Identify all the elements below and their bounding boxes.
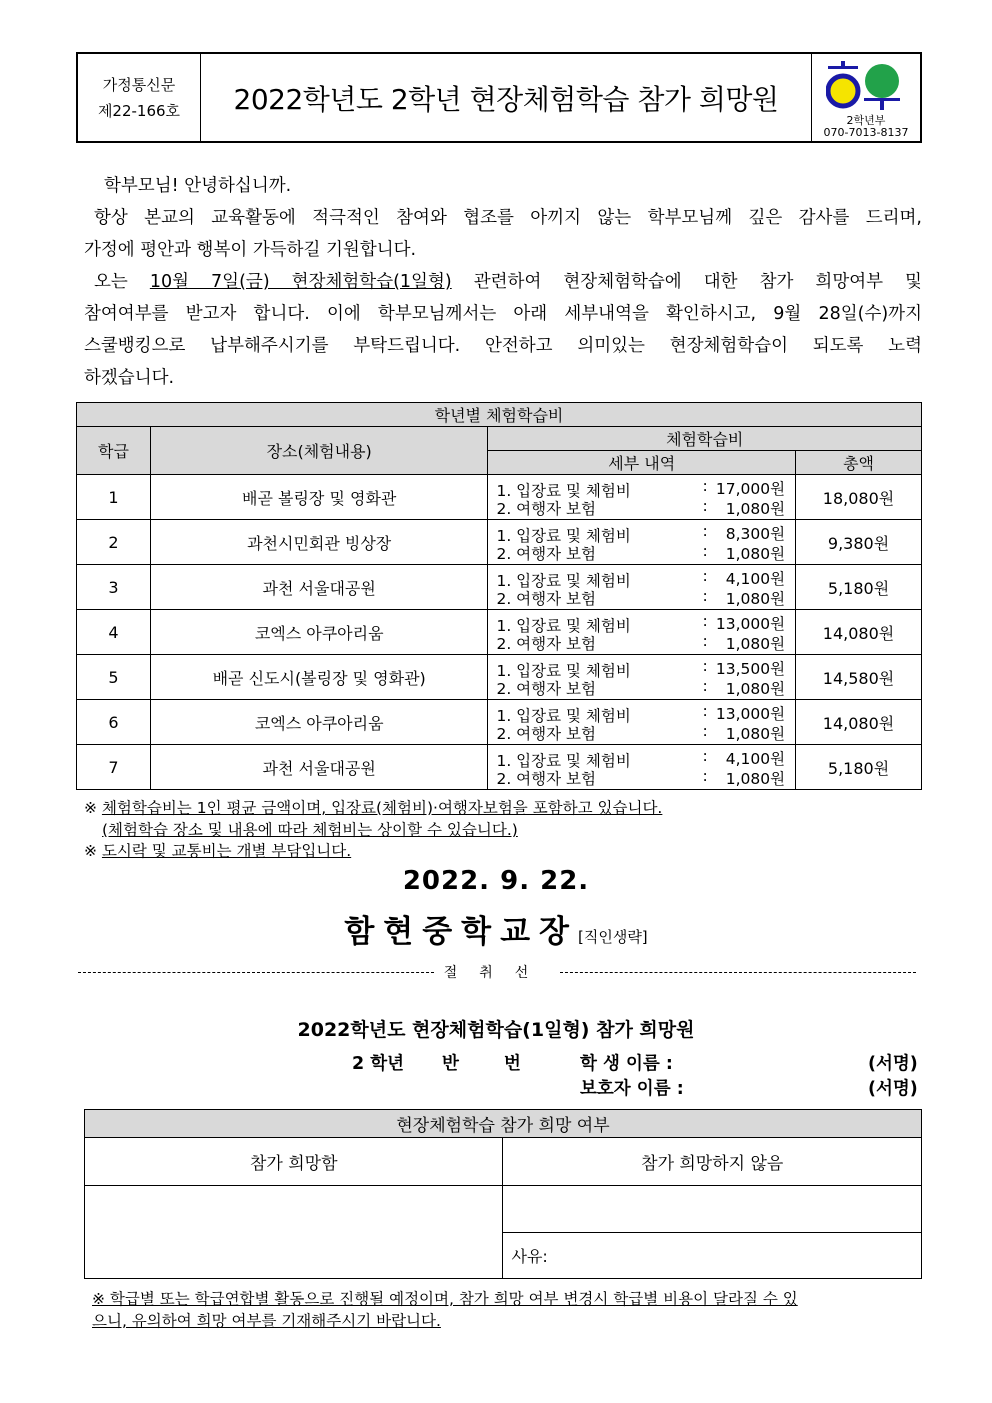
doc-info (78, 54, 201, 141)
school-logo-box (811, 54, 920, 141)
cost-row (77, 475, 922, 520)
detail-colon: : (702, 566, 708, 585)
cell-total: 5,180원 (796, 565, 922, 610)
cell-place: 코엑스 아쿠아리움 (150, 700, 488, 745)
detail-item1-label: 1. 입장료 및 체험비 (496, 661, 631, 680)
note-1b (102, 820, 518, 840)
col-header-place: 장소(체험내용) (150, 427, 488, 475)
col-header-total: 총액 (796, 451, 922, 475)
detail-item2-label: 2. 여행자 보험 (496, 724, 596, 743)
detail-insurance: 1,080원 (725, 634, 786, 653)
cell-detail (488, 610, 796, 655)
cell-total: 5,180원 (796, 745, 922, 790)
detail-insurance: 1,080원 (725, 499, 786, 518)
cost-row (77, 610, 922, 655)
detail-fee: 4,100원 (725, 569, 786, 588)
letter-body (84, 170, 922, 394)
detail-colon: : (702, 676, 708, 695)
cost-row (77, 520, 922, 565)
detail-item1-label: 1. 입장료 및 체험비 (496, 571, 631, 590)
note-2-text: 도시락 및 교통비는 개별 부담입니다. (101, 842, 352, 860)
cell-total: 14,580원 (796, 655, 922, 700)
detail-fee: 8,300원 (725, 524, 786, 543)
cell-total: 18,080원 (796, 475, 922, 520)
student-name-label: 학 생 이름 : (580, 1054, 673, 1074)
cell-class: 5 (77, 655, 151, 700)
cell-place: 과천 서울대공원 (150, 745, 488, 790)
page-title: 2022학년도 2학년 현장체험학습 참가 희망원 (233, 82, 779, 116)
cell-class: 3 (77, 565, 151, 610)
para2-prefix: 오는 (94, 272, 128, 292)
trip-date-highlight: 10월 7일(금) 현장체험학습(1일형) (149, 272, 452, 292)
detail-fee: 13,500원 (715, 659, 786, 678)
option-no-check-cell[interactable] (503, 1186, 922, 1233)
detail-colon: : (702, 476, 708, 495)
detail-fee: 4,100원 (725, 749, 786, 768)
detail-item1-label: 1. 입장료 및 체험비 (496, 706, 631, 725)
phone-number: 070-7013-8137 (823, 126, 909, 139)
cell-class: 6 (77, 700, 151, 745)
cell-class: 1 (77, 475, 151, 520)
cell-place: 배곧 볼링장 및 영화관 (150, 475, 488, 520)
cost-table (76, 402, 922, 790)
note-1b-text: (체험학습 장소 및 내용에 따라 체험비는 상이할 수 있습니다.) (102, 821, 518, 839)
cut-dash-left (78, 972, 434, 973)
note-1-text: 체험학습비는 1인 평균 금액이며, 입장료(체험비)·여행자보험을 포함하고 있습니다. (101, 799, 663, 817)
issue-date: 2022. 9. 22. (402, 866, 590, 896)
reason-label: 사유: (511, 1247, 548, 1266)
cost-row (77, 655, 922, 700)
para2-line1 (84, 266, 922, 298)
detail-item2-label: 2. 여행자 보험 (496, 679, 596, 698)
para2-line2: 참여여부를 받고자 합니다. 이에 학부모님께서는 아래 세부내역을 확인하시고, 9월 28일(수)까지 (84, 304, 922, 324)
cell-class: 4 (77, 610, 151, 655)
note-2 (84, 841, 351, 861)
para2-rest: 관련하여 현장체험학습에 대한 참가 희망여부 및 (473, 272, 922, 292)
cell-detail (488, 475, 796, 520)
detail-item2-label: 2. 여행자 보험 (496, 499, 596, 518)
detail-colon: : (702, 521, 708, 540)
cell-total: 14,080원 (796, 700, 922, 745)
greeting: 학부모님! 안녕하십니까. (104, 176, 292, 196)
cell-detail (488, 700, 796, 745)
cell-place: 코엑스 아쿠아리움 (150, 610, 488, 655)
cell-detail (488, 655, 796, 700)
parent-name-label: 보호자 이름 : (580, 1079, 684, 1099)
doc-number: 제22-166호 (97, 101, 181, 120)
option-yes-check-cell[interactable] (85, 1186, 503, 1279)
detail-colon: : (702, 541, 708, 560)
cell-detail (488, 565, 796, 610)
cost-row (77, 565, 922, 610)
cell-place: 배곧 신도시(볼링장 및 영화관) (150, 655, 488, 700)
detail-item1-label: 1. 입장료 및 체험비 (496, 481, 631, 500)
cut-line (78, 962, 916, 982)
col-header-class: 학급 (77, 427, 151, 475)
school-logo-icon (826, 60, 904, 112)
option-yes-header: 참가 희망함 (85, 1138, 503, 1186)
detail-item2-label: 2. 여행자 보험 (496, 589, 596, 608)
participation-table (84, 1109, 922, 1279)
para1-line1: 항상 본교의 교육활동에 적극적인 참여와 협조를 아끼지 않는 학부모님께 깊은 감사를 드리며, (94, 208, 922, 228)
bottom-note-line2: 으니, 유의하여 희망 여부를 기재해주시기 바랍니다. (92, 1312, 441, 1330)
detail-colon: : (702, 701, 708, 720)
detail-colon: : (702, 611, 708, 630)
cell-detail (488, 520, 796, 565)
col-header-fee: 체험학습비 (488, 427, 922, 451)
cost-row (77, 700, 922, 745)
detail-item1-label: 1. 입장료 및 체험비 (496, 751, 631, 770)
note-1 (84, 798, 662, 818)
document-header (76, 52, 922, 143)
cost-table-caption: 학년별 체험학습비 (77, 403, 922, 427)
cell-total: 14,080원 (796, 610, 922, 655)
detail-item1-label: 1. 입장료 및 체험비 (496, 526, 631, 545)
cut-text: 절취선 (443, 965, 551, 981)
student-signature: (서명) (868, 1054, 918, 1074)
participation-caption: 현장체험학습 참가 희망 여부 (85, 1110, 922, 1138)
detail-colon: : (702, 631, 708, 650)
parent-signature: (서명) (868, 1079, 918, 1099)
cell-class: 7 (77, 745, 151, 790)
cell-place: 과천 서울대공원 (150, 565, 488, 610)
detail-colon: : (702, 746, 708, 765)
col-header-detail: 세부 내역 (488, 451, 796, 475)
department-label: 2학년부 (846, 114, 886, 127)
detail-colon: : (702, 496, 708, 515)
form-title: 2022학년도 현장체험학습(1일형) 참가 희망원 (297, 1019, 695, 1041)
reason-field[interactable] (503, 1233, 922, 1279)
detail-fee: 13,000원 (715, 614, 786, 633)
detail-fee: 13,000원 (715, 704, 786, 723)
detail-insurance: 1,080원 (725, 724, 786, 743)
bottom-note-line1: ※ 학급별 또는 학급연합별 활동으로 진행될 예정이며, 참가 희망 여부 변경시 학급별 비용이 달라질 수 있 (92, 1290, 798, 1308)
grade-label: 2 학년 (352, 1054, 405, 1074)
detail-insurance: 1,080원 (725, 589, 786, 608)
principal-signature (0, 906, 992, 951)
cost-row (77, 745, 922, 790)
detail-insurance: 1,080원 (725, 769, 786, 788)
seal-note: [직인생략] (578, 928, 648, 946)
detail-insurance: 1,080원 (725, 544, 786, 563)
para2-line4: 하겠습니다. (84, 368, 175, 388)
note-mark: ※ (84, 799, 97, 817)
option-no-header: 참가 희망하지 않음 (503, 1138, 922, 1186)
cell-class: 2 (77, 520, 151, 565)
para1-line2: 가정에 평안과 행복이 가득하길 기원합니다. (84, 240, 417, 260)
para2-line3: 스쿨뱅킹으로 납부해주시기를 부탁드립니다. 안전하고 의미있는 현장체험학습이 되도록 노력 (84, 336, 922, 356)
ban-label: 반 (442, 1054, 459, 1074)
bottom-note (92, 1288, 798, 1332)
doc-type: 가정통신문 (102, 75, 176, 94)
detail-colon: : (702, 586, 708, 605)
detail-fee: 17,000원 (715, 479, 786, 498)
cell-detail (488, 745, 796, 790)
cut-dash-right (560, 972, 916, 973)
detail-colon: : (702, 656, 708, 675)
detail-item2-label: 2. 여행자 보험 (496, 634, 596, 653)
beon-label: 번 (504, 1054, 521, 1074)
detail-item2-label: 2. 여행자 보험 (496, 544, 596, 563)
detail-item1-label: 1. 입장료 및 체험비 (496, 616, 631, 635)
detail-item2-label: 2. 여행자 보험 (496, 769, 596, 788)
principal-name: 함현중학교장 (344, 914, 578, 950)
detail-colon: : (702, 766, 708, 785)
cell-total: 9,380원 (796, 520, 922, 565)
detail-insurance: 1,080원 (725, 679, 786, 698)
cell-place: 과천시민회관 빙상장 (150, 520, 488, 565)
note-mark: ※ (84, 842, 97, 860)
detail-colon: : (702, 721, 708, 740)
